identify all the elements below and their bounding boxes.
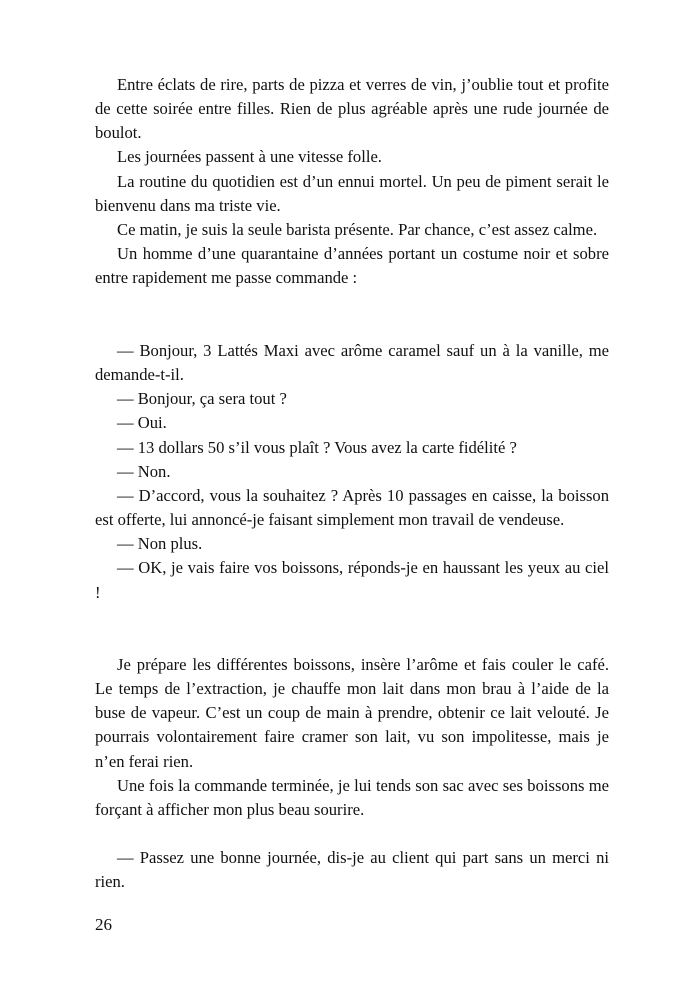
- paragraph: Un homme d’une quarantaine d’années portant un costume noir et sobre entre rapidement me passe commande :: [95, 244, 609, 288]
- paragraph: Une fois la commande terminée, je lui tends son sac avec ses boissons me forçant à afficher mon plus beau sourire.: [95, 775, 609, 819]
- paragraph: Les journées passent à une vitesse folle.: [117, 147, 382, 167]
- dialogue-section: [95, 339, 609, 605]
- paragraph: La routine du quotidien est d’un ennui mortel. Un peu de piment serait le bienvenu dans ma triste vie.: [95, 171, 609, 215]
- text-section-3: [95, 653, 609, 822]
- dialogue-line: — Bonjour, ça sera tout ?: [117, 389, 287, 409]
- dialogue-line: — 13 dollars 50 s’il vous plaît ? Vous avez la carte fidélité ?: [117, 437, 517, 457]
- page-number: 26: [95, 915, 112, 934]
- dialogue-line: — Passez une bonne journée, dis-je au client qui part sans un merci ni rien.: [95, 848, 609, 892]
- paragraph: Entre éclats de rire, parts de pizza et verres de vin, j’oublie tout et profite de cette soirée entre filles. Rien de plus agréable après une rude journée de boulot.: [95, 75, 609, 143]
- text-section-1: [95, 73, 609, 290]
- dialogue-line: — Non.: [117, 461, 171, 481]
- dialogue-line: — D’accord, vous la souhaitez ? Après 10 passages en caisse, la boisson est offerte, lui annoncé-je faisant simplement mon travail de vendeuse.: [95, 485, 609, 530]
- dialogue-line: — OK, je vais faire vos boissons, réponds-je en haussant les yeux au ciel !: [95, 558, 609, 602]
- paragraph: Je prépare les différentes boissons, insère l’arôme et fais couler le café. Le temps de l’extraction, je chauffe mon lait dans mon brau à l’aide de la buse de vapeur. C’est un coup de main à prendre, obtenir ce lait velouté. Je pourrais volontairement faire cramer son lait, vu son impolitesse, mais je n’en ferai rien.: [95, 655, 609, 771]
- closing-dialogue: [95, 846, 609, 894]
- paragraph: Ce matin, je suis la seule barista présente. Par chance, c’est assez calme.: [117, 219, 598, 239]
- dialogue-line: — Non plus.: [117, 534, 203, 554]
- dialogue-line: — Bonjour, 3 Lattés Maxi avec arôme caramel sauf un à la vanille, me demande-t-il.: [95, 341, 609, 385]
- dialogue-line: — Oui.: [117, 413, 167, 433]
